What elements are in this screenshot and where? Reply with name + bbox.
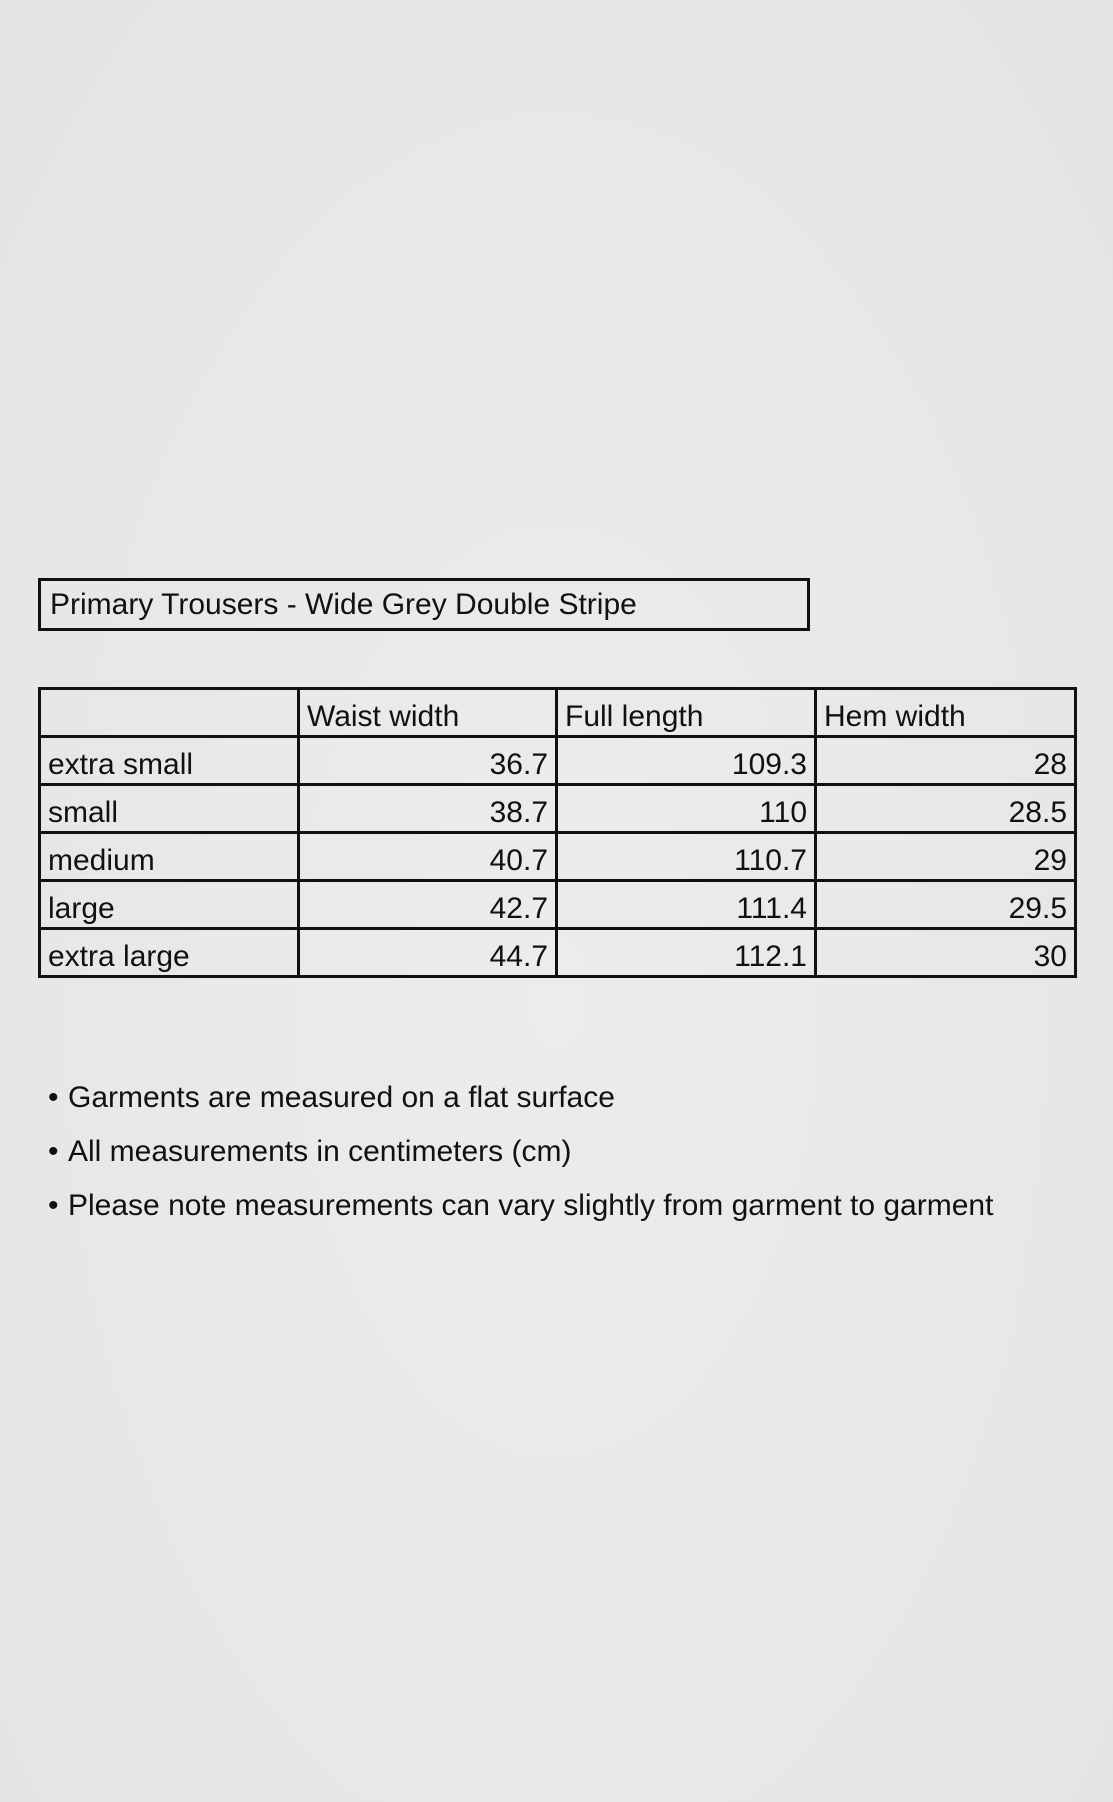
- header-cell-full-length: Full length: [557, 689, 816, 737]
- size-label: small: [40, 785, 299, 833]
- waist-width-value: 40.7: [299, 833, 557, 881]
- size-chart-table: [38, 687, 1077, 978]
- waist-width-value: 36.7: [299, 737, 557, 785]
- hem-width-value: 30: [816, 929, 1076, 977]
- table-row: [40, 881, 1076, 929]
- size-label: extra large: [40, 929, 299, 977]
- bullet-icon: •: [48, 1081, 59, 1114]
- note-text: All measurements in centimeters (cm): [68, 1135, 572, 1168]
- bullet-icon: •: [48, 1189, 59, 1222]
- bullet-icon: •: [48, 1135, 59, 1168]
- product-title: [38, 578, 810, 631]
- hem-width-value: 29.5: [816, 881, 1076, 929]
- note-item: [48, 1186, 993, 1240]
- full-length-value: 110: [557, 785, 816, 833]
- header-cell-waist-width: Waist width: [299, 689, 557, 737]
- size-label: large: [40, 881, 299, 929]
- size-label: extra small: [40, 737, 299, 785]
- table-row: [40, 785, 1076, 833]
- table-row: [40, 833, 1076, 881]
- table-header-row: [40, 689, 1076, 737]
- waist-width-value: 44.7: [299, 929, 557, 977]
- table-row: [40, 737, 1076, 785]
- waist-width-value: 42.7: [299, 881, 557, 929]
- hem-width-value: 28.5: [816, 785, 1076, 833]
- product-title-text: Primary Trousers - Wide Grey Double Stripe: [50, 587, 637, 621]
- header-cell-empty: [40, 689, 299, 737]
- hem-width-value: 29: [816, 833, 1076, 881]
- measurement-notes: [48, 1078, 993, 1240]
- header-cell-hem-width: Hem width: [816, 689, 1076, 737]
- note-text: Garments are measured on a flat surface: [68, 1081, 615, 1114]
- waist-width-value: 38.7: [299, 785, 557, 833]
- full-length-value: 109.3: [557, 737, 816, 785]
- table-row: [40, 929, 1076, 977]
- full-length-value: 112.1: [557, 929, 816, 977]
- note-text: Please note measurements can vary slightly from garment to garment: [68, 1189, 994, 1222]
- size-label: medium: [40, 833, 299, 881]
- full-length-value: 110.7: [557, 833, 816, 881]
- full-length-value: 111.4: [557, 881, 816, 929]
- note-item: [48, 1132, 993, 1186]
- hem-width-value: 28: [816, 737, 1076, 785]
- note-item: [48, 1078, 993, 1132]
